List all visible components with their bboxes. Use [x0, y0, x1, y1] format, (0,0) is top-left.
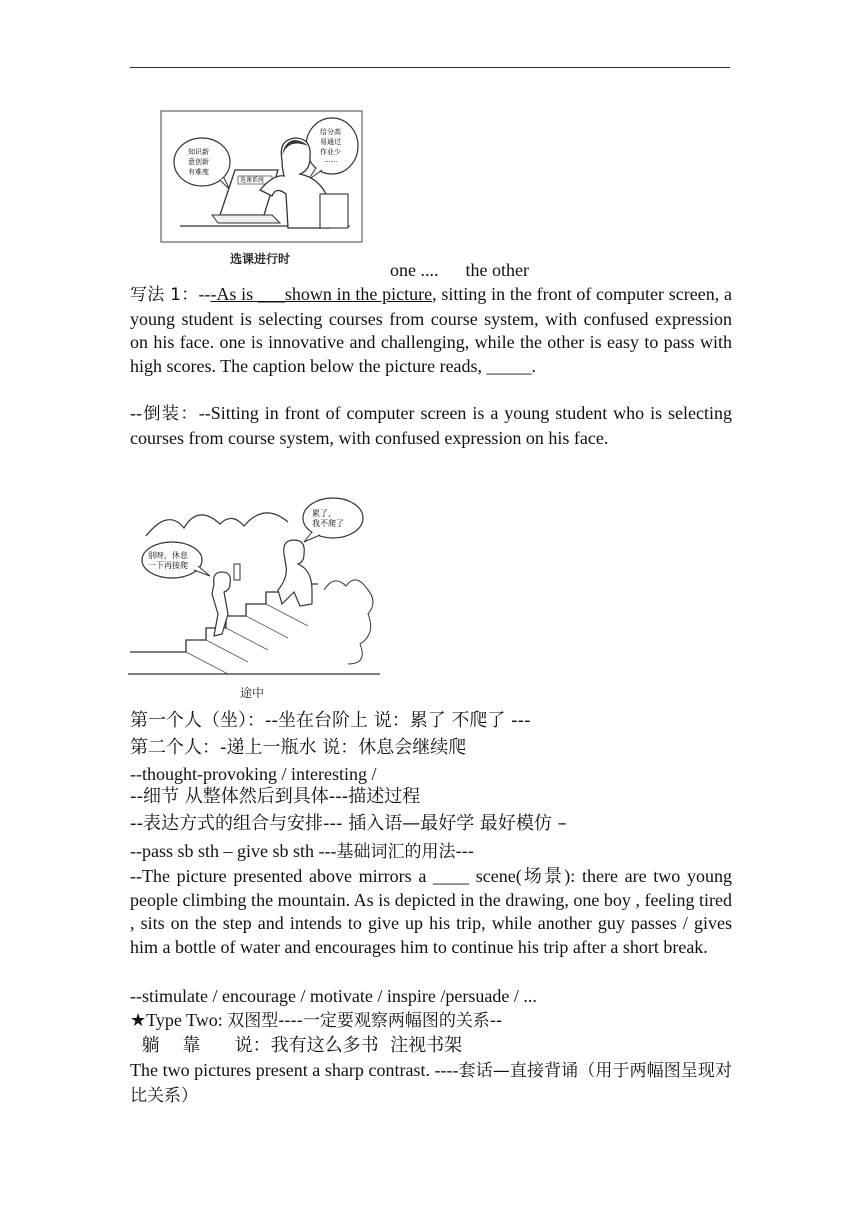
standing-boy-figure: [212, 572, 230, 636]
bubble-text: 给分高: [320, 128, 341, 136]
screen-label: 选课系统: [240, 177, 265, 184]
bubble-text: 别呀，休息: [148, 551, 188, 560]
bubble-text: 我不爬了: [312, 519, 344, 528]
inversion-paragraph: --倒装：--Sitting in front of computer screen is a young student who is selecting courses from course system, with confused expression on his face.: [130, 403, 733, 448]
header-rule: [130, 67, 730, 68]
bubble-text: 作业少: [320, 148, 341, 156]
bubble-text: 知识新: [188, 148, 209, 156]
expression-line: --表达方式的组合与安排--- 插入语—最好学 最好模仿 –: [130, 813, 567, 834]
speech-bubble-left: [142, 542, 202, 578]
thought-bubble-right: [306, 118, 358, 174]
one-the-other: one .... the other: [390, 260, 529, 280]
course-selection-illustration: [160, 110, 364, 244]
detail-line: --细节 从整体然后到具体---描述过程: [130, 786, 421, 807]
bubble-text: 意创新: [188, 158, 209, 166]
bubble-text: 一下再接爬: [148, 561, 188, 570]
type-two-line: ★Type Two: 双图型----一定要观察两幅图的关系--: [130, 1010, 503, 1031]
adjective-line: --thought-provoking / interesting /: [130, 764, 377, 784]
method-one-paragraph: 写法 1：---As is ___shown in the picture, sitting in the front of computer screen, a young student is selecting courses from course system, with confused expression on his face. one is innovative and challenging, while the other is easy to pass with high scores. The caption below the picture reads, _____.: [130, 284, 732, 376]
scene-paragraph: --The picture presented above mirrors a ____ scene(场景): there are two young people climbing the mountain. As is depicted in the drawing, one boy , feeling tired , sits on the step and intends to give up his trip, while another guy passes / gives him a bottle of water and encourages him to continue his trip after a short break.: [130, 866, 732, 957]
bubble-text: 有难度: [188, 168, 209, 176]
figure1-caption: 选课进行时: [230, 252, 291, 266]
first-person-line: 第一个人（坐）：--坐在台阶上 说：累了 不爬了 ---: [130, 710, 531, 731]
bubble-text: ……: [324, 156, 338, 164]
vocab-line: --pass sb sth – give sb sth ---基础词汇的用法---: [130, 841, 474, 862]
verbs-line: --stimulate / encourage / motivate / inspire /persuade / ...: [130, 986, 537, 1006]
figure2-caption: 途中: [240, 686, 265, 700]
contrast-paragraph: The two pictures present a sharp contrast. ----套话—直接背诵（用于两幅图呈现对比关系）: [130, 1060, 732, 1106]
mountain-climbing-illustration: [128, 494, 384, 680]
second-person-line: 第二个人：-递上一瓶水 说：休息会继续爬: [130, 737, 467, 758]
sitting-boy-figure: [278, 540, 312, 606]
bubble-text: 累了，: [312, 509, 336, 518]
posture-line: 躺 靠 说：我有这么多书 注视书架: [130, 1035, 463, 1056]
bubble-text: 易通过: [320, 138, 341, 146]
